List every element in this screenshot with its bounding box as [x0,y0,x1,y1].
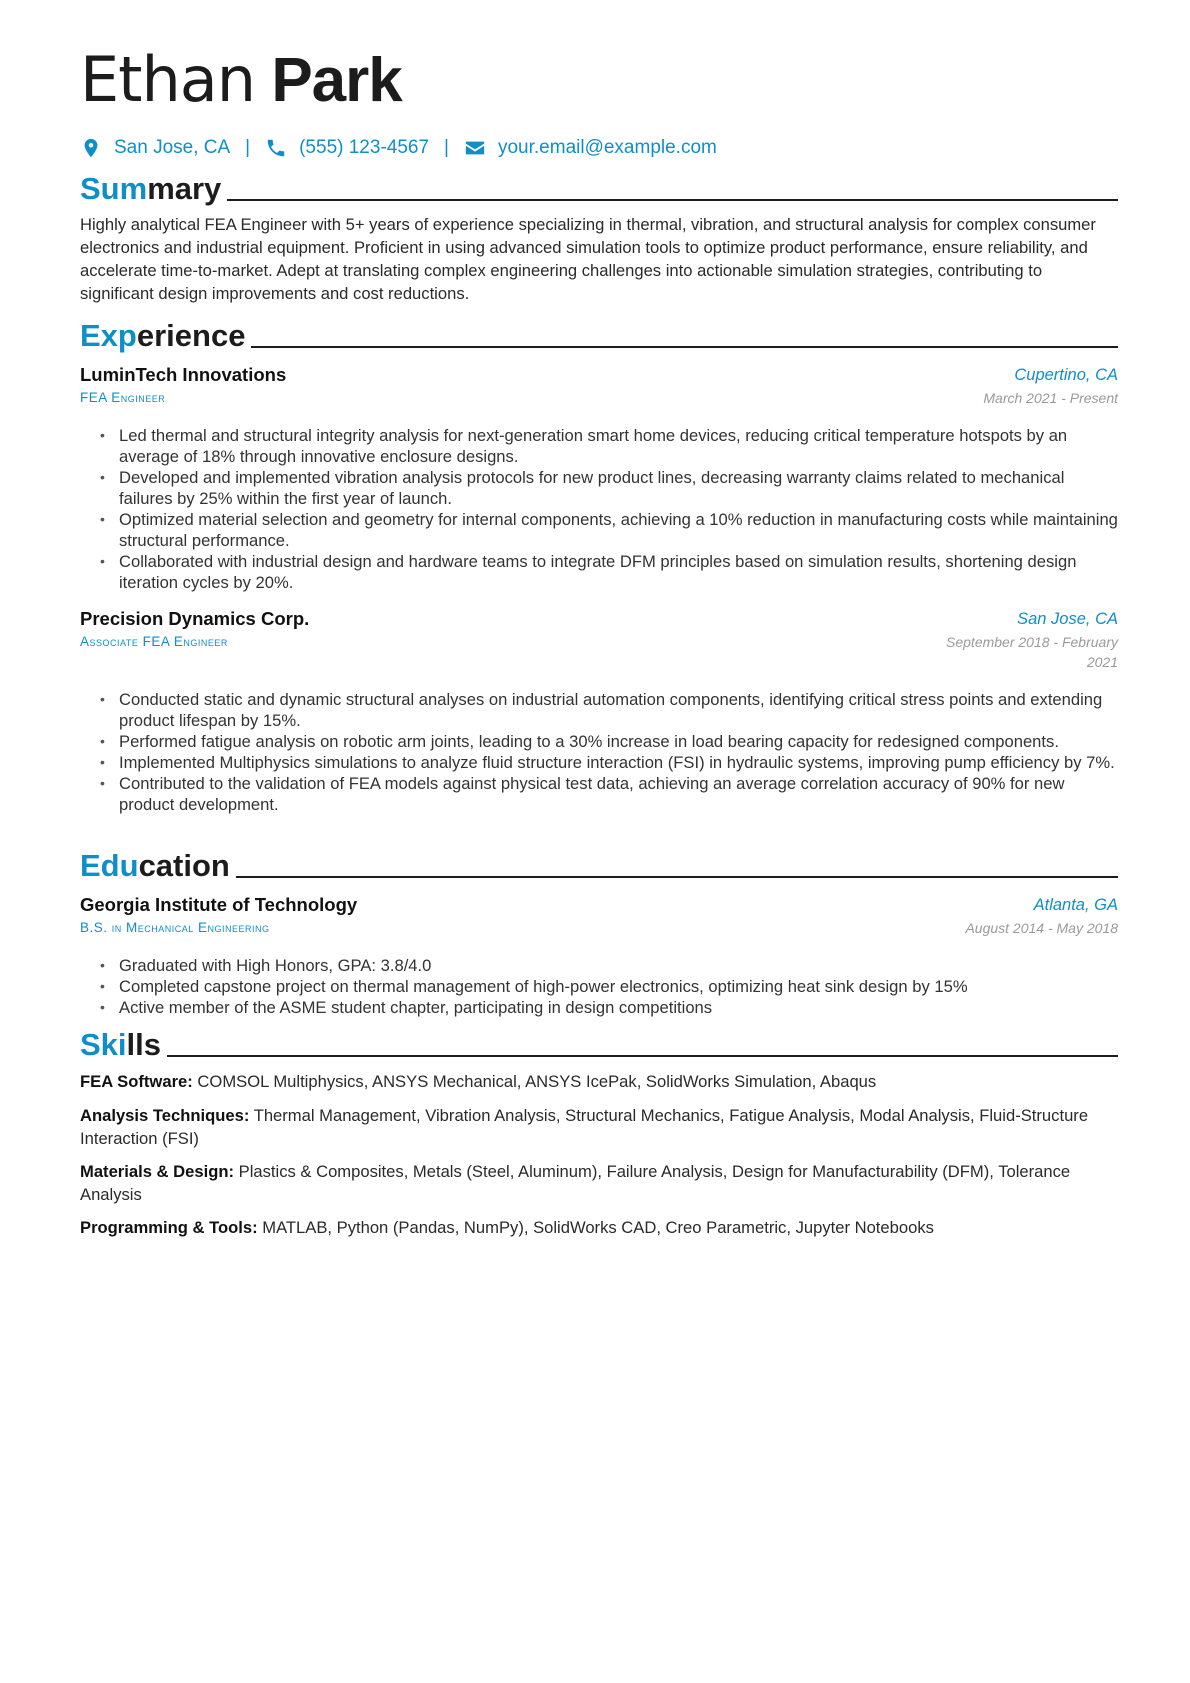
skill-row [80,1216,1118,1239]
skill-label: Materials & Design: [80,1162,234,1181]
skill-row [80,1104,1118,1150]
list-item: • Implemented Multiphysics simulations to analyze fluid structure interaction (FSI) in hydraulic systems, improving pump efficiency by 7%. [100,752,1118,773]
section-rule [236,876,1118,878]
skill-label: FEA Software: [80,1072,193,1091]
title-accent: Edu [80,848,139,883]
list-item: • Active member of the ASME student chapter, participating in design competitions [100,997,1118,1018]
title-accent: Exp [80,318,137,353]
title-rest: erience [136,318,246,353]
summary-heading [80,170,1118,208]
email-link[interactable]: your.email@example.com [497,137,717,158]
contact-bar [80,133,717,163]
school-subheader [80,918,1118,938]
job-subheader [80,388,1118,408]
section-title [80,1026,161,1064]
job-header [80,607,1118,631]
phone-text[interactable]: (555) 123-4567 [299,137,430,158]
company-name: Precision Dynamics Corp. [80,608,310,629]
job-location: Cupertino, CA [1014,366,1118,384]
list-item: • Optimized material selection and geometry for internal components, achieving a 10% reduction in manufacturing costs while maintaining structural performance. [100,509,1118,551]
list-item: • Collaborated with industrial design and hardware teams to integrate DFM principles based on simulation results, shortening design iteration cycles by 20%. [100,551,1118,593]
phone-icon [265,137,287,159]
skill-value: Thermal Management, Vibration Analysis, Structural Mechanics, Fatigue Analysis, Modal Analysis, Fluid-Structure Interaction (FSI) [80,1106,1089,1148]
school-location: Atlanta, GA [1033,896,1118,914]
section-rule [227,199,1118,201]
job-bullets [100,425,1118,593]
section-title [80,317,245,355]
school-header [80,893,1118,917]
experience-heading [80,317,1118,355]
job-bullets [100,689,1118,815]
section-rule [251,346,1118,348]
list-item: • Performed fatigue analysis on robotic arm joints, leading to a 30% increase in load bearing capacity for redesigned components. [100,731,1118,752]
education-bullets [100,955,1118,1018]
last-name: Park [271,46,402,115]
contact-email[interactable] [464,137,717,159]
job-location: San Jose, CA [1017,610,1118,628]
skill-row [80,1070,1118,1093]
section-rule [167,1055,1118,1057]
job-title: FEA Engineer [80,390,166,405]
map-pin-icon [80,137,102,159]
contact-phone[interactable] [265,137,429,159]
list-item: • Graduated with High Honors, GPA: 3.8/4.0 [100,955,1118,976]
contact-location [80,137,230,159]
candidate-name [80,40,402,121]
job-header [80,363,1118,387]
job-subheader [80,632,1118,672]
contact-separator: | [444,137,449,158]
contact-separator: | [245,137,251,158]
skills-heading [80,1026,1118,1064]
section-title [80,847,230,885]
list-item: • Developed and implemented vibration analysis protocols for new product lines, decreasing warranty claims related to mechanical failures by 25% within the first year of launch. [100,467,1118,509]
job-dates: March 2021 - Present [983,390,1118,406]
job-dates [946,632,1118,672]
summary-text: Highly analytical FEA Engineer with 5+ years of experience specializing in thermal, vibration, and structural analysis for complex consumer electronics and industrial equipment. Proficient in using advanced simulation tools to optimize product performance, ensure reliability, and accelerate time-to-market. Adept at translating complex engineering challenges into actionable simulation strategies, contributing to significant design improvements and cost reductions. [80,215,1096,303]
skill-value: MATLAB, Python (Pandas, NumPy), SolidWorks CAD, Creo Parametric, Jupyter Notebooks [262,1218,934,1237]
skill-row [80,1160,1118,1206]
list-item: • Completed capstone project on thermal management of high-power electronics, optimizing heat sink design by 15% [100,976,1118,997]
section-title [80,170,221,208]
school-dates: August 2014 - May 2018 [965,920,1118,936]
company-name: LuminTech Innovations [80,364,287,385]
degree: B.S. in Mechanical Engineering [80,920,270,935]
first-name: Ethan [80,43,256,116]
list-item: • Contributed to the validation of FEA models against physical test data, achieving an average correlation accuracy of 90% for new product development. [100,773,1118,815]
skill-label: Analysis Techniques: [80,1106,250,1125]
job-dates-line: 2021 [1086,654,1118,670]
education-heading [80,847,1118,885]
location-text: San Jose, CA [114,137,231,158]
list-item: • Conducted static and dynamic structural analyses on industrial automation components, identifying critical stress points and extending product lifespan by 15%. [100,689,1118,731]
list-item: • Led thermal and structural integrity analysis for next-generation smart home devices, reducing critical temperature hotspots by an average of 18% through innovative enclosure designs. [100,425,1118,467]
skill-label: Programming & Tools: [80,1218,258,1237]
school-name: Georgia Institute of Technology [80,894,358,915]
skill-value: COMSOL Multiphysics, ANSYS Mechanical, ANSYS IcePak, SolidWorks Simulation, Abaqus [197,1072,877,1091]
job-title: Associate FEA Engineer [80,634,228,649]
job-dates-line: September 2018 - February [946,634,1118,650]
skill-value: Plastics & Composites, Metals (Steel, Aluminum), Failure Analysis, Design for Manufacturability (DFM), Tolerance Analysis [80,1162,1071,1204]
title-accent: Sum [80,171,148,206]
title-rest: cation [138,848,230,883]
title-rest: lls [126,1027,161,1062]
envelope-icon [464,137,486,159]
title-rest: mary [147,171,222,206]
title-accent: Ski [80,1027,127,1062]
